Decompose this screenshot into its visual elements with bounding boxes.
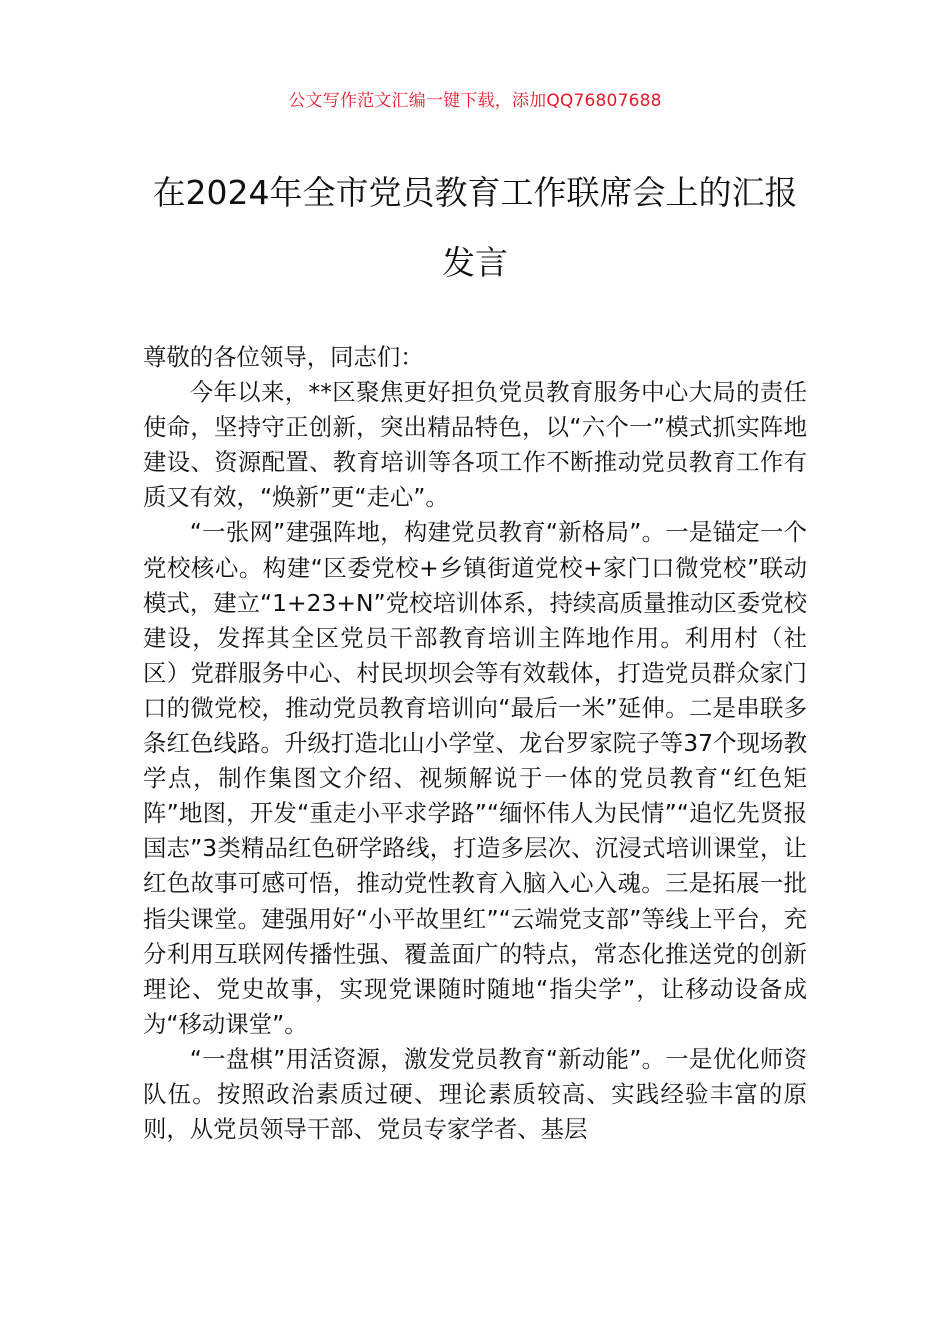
salutation: 尊敬的各位领导，同志们： [143, 343, 424, 371]
paragraph-intro: 今年以来，**区聚焦更好担负党员教育服务中心大局的责任使命，坚持守正创新，突出精品特色，以“六个一”模式抓实阵地建设、资源配置、教育培训等各项工作不断推动党员教育工作有质又有效，“焕新”更“走心”。 [143, 378, 807, 512]
paragraph-one-network: “一张网”建强阵地，构建党员教育“新格局”。一是锚定一个党校核心。构建“区委党校+乡镇街道党校+家门口微党校”联动模式，建立“1+23+N”党校培训体系，持续高质量推动区委党校建设，发挥其全区党员干部教育培训主阵地作用。利用村（社区）党群服务中心、村民坝坝会等有效载体，打造党员群众家门口的微党校，推动党员教育培训向“最后一米”延伸。二是串联多条红色线路。升级打造北山小学堂、龙台罗家院子等37个现场教学点，制作集图文介绍、视频解说于一体的党员教育“红色矩阵”地图，开发“重走小平求学路”“缅怀伟人为民情”“追忆先贤报国志”3类精品红色研学路线，打造多层次、沉浸式培训课堂，让红色故事可感可悟，推动党性教育入脑入心入魂。三是拓展一批指尖课堂。建强用好“小平故里红”“云端党支部”等线上平台，充分利用互联网传播性强、覆盖面广的特点，常态化推送党的创新理论、党史故事，实现党课随时随地“指尖学”，让移动设备成为“移动课堂”。 [143, 518, 807, 1038]
document-body [143, 340, 807, 1147]
paragraph-one-chessboard: “一盘棋”用活资源，激发党员教育“新动能”。一是优化师资队伍。按照政治素质过硬、理论素质较高、实践经验丰富的原则，从党员领导干部、党员专家学者、基层 [143, 1044, 807, 1144]
document-title: 在2024年全市党员教育工作联席会上的汇报发言 [152, 173, 798, 282]
header-note: 公文写作范文汇编一键下载，添加QQ76807688 [288, 91, 662, 111]
